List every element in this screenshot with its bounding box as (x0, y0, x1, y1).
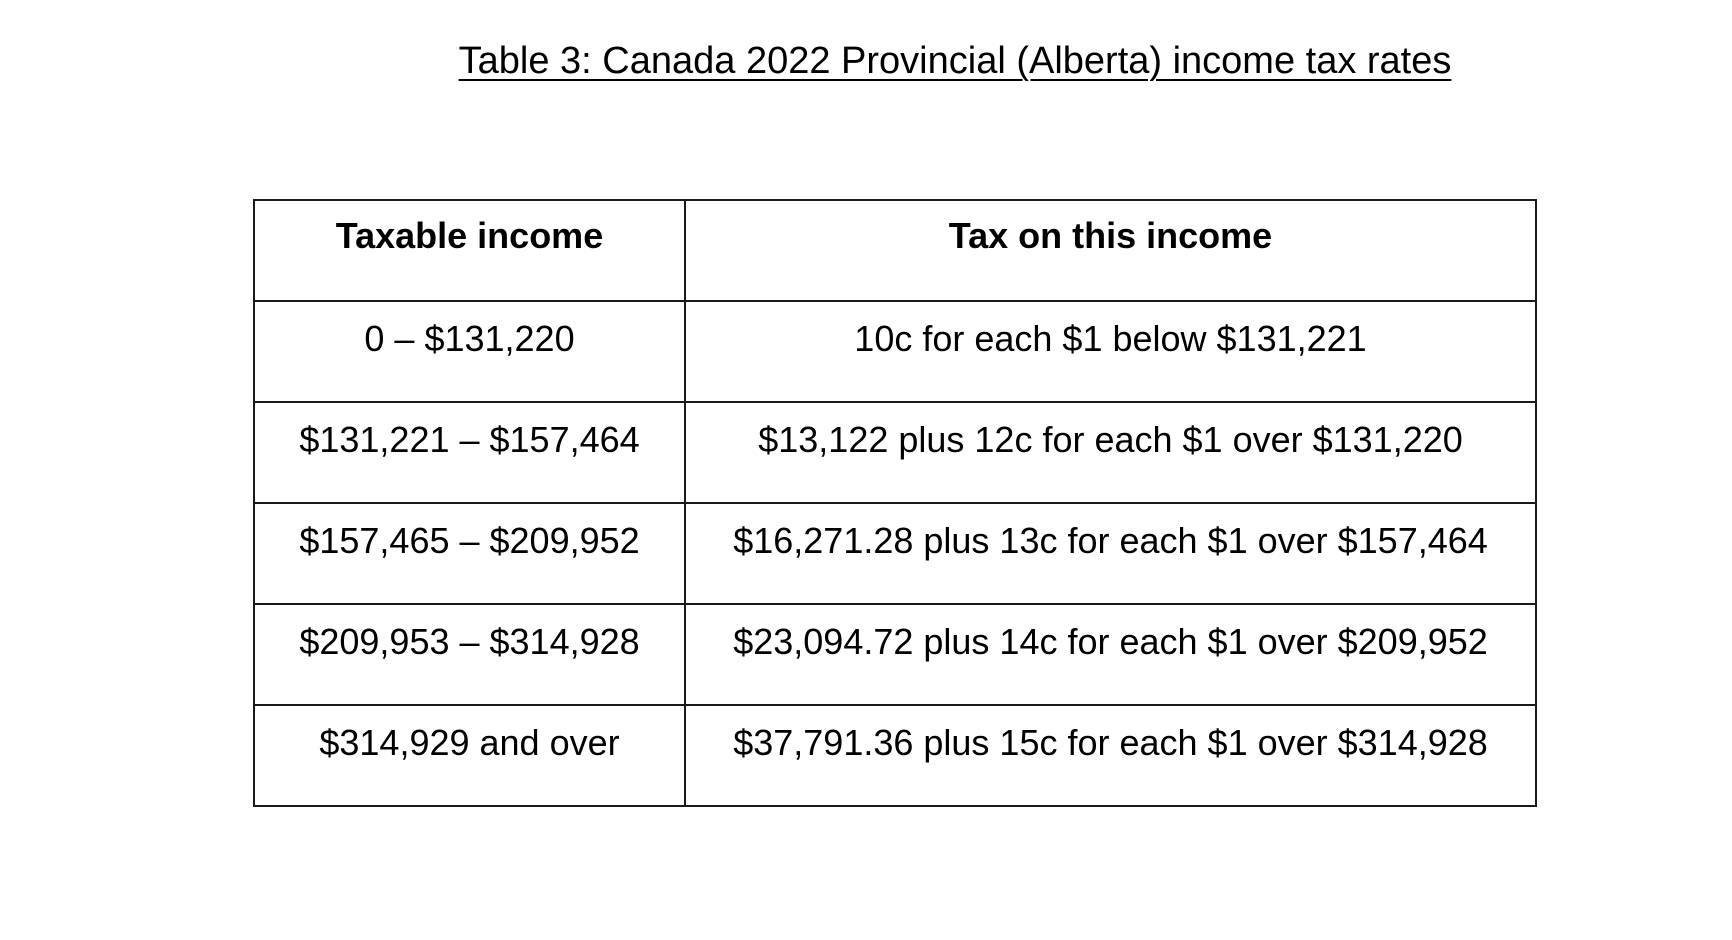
taxable-income-cell: $209,953 – $314,928 (254, 604, 685, 705)
taxable-income-cell: $314,929 and over (254, 705, 685, 806)
header-taxable-income: Taxable income (254, 200, 685, 301)
taxable-income-cell: $131,221 – $157,464 (254, 402, 685, 503)
table-row (254, 503, 1536, 604)
taxable-income-cell: $157,465 – $209,952 (254, 503, 685, 604)
page-title: Table 3: Canada 2022 Provincial (Alberta) income tax rates (458, 40, 1452, 82)
table-header-row (254, 200, 1536, 301)
tax-on-income-cell: $16,271.28 plus 13c for each $1 over $157,464 (685, 503, 1536, 604)
taxable-income-cell: 0 – $131,220 (254, 301, 685, 402)
tax-rates-table (253, 199, 1537, 807)
tax-on-income-cell: 10c for each $1 below $131,221 (685, 301, 1536, 402)
tax-on-income-cell: $23,094.72 plus 14c for each $1 over $209,952 (685, 604, 1536, 705)
tax-on-income-cell: $37,791.36 plus 15c for each $1 over $314,928 (685, 705, 1536, 806)
table-row (254, 604, 1536, 705)
table-row (254, 402, 1536, 503)
table-row (254, 705, 1536, 806)
tax-on-income-cell: $13,122 plus 12c for each $1 over $131,220 (685, 402, 1536, 503)
table-row (254, 301, 1536, 402)
header-tax-on-income: Tax on this income (685, 200, 1536, 301)
